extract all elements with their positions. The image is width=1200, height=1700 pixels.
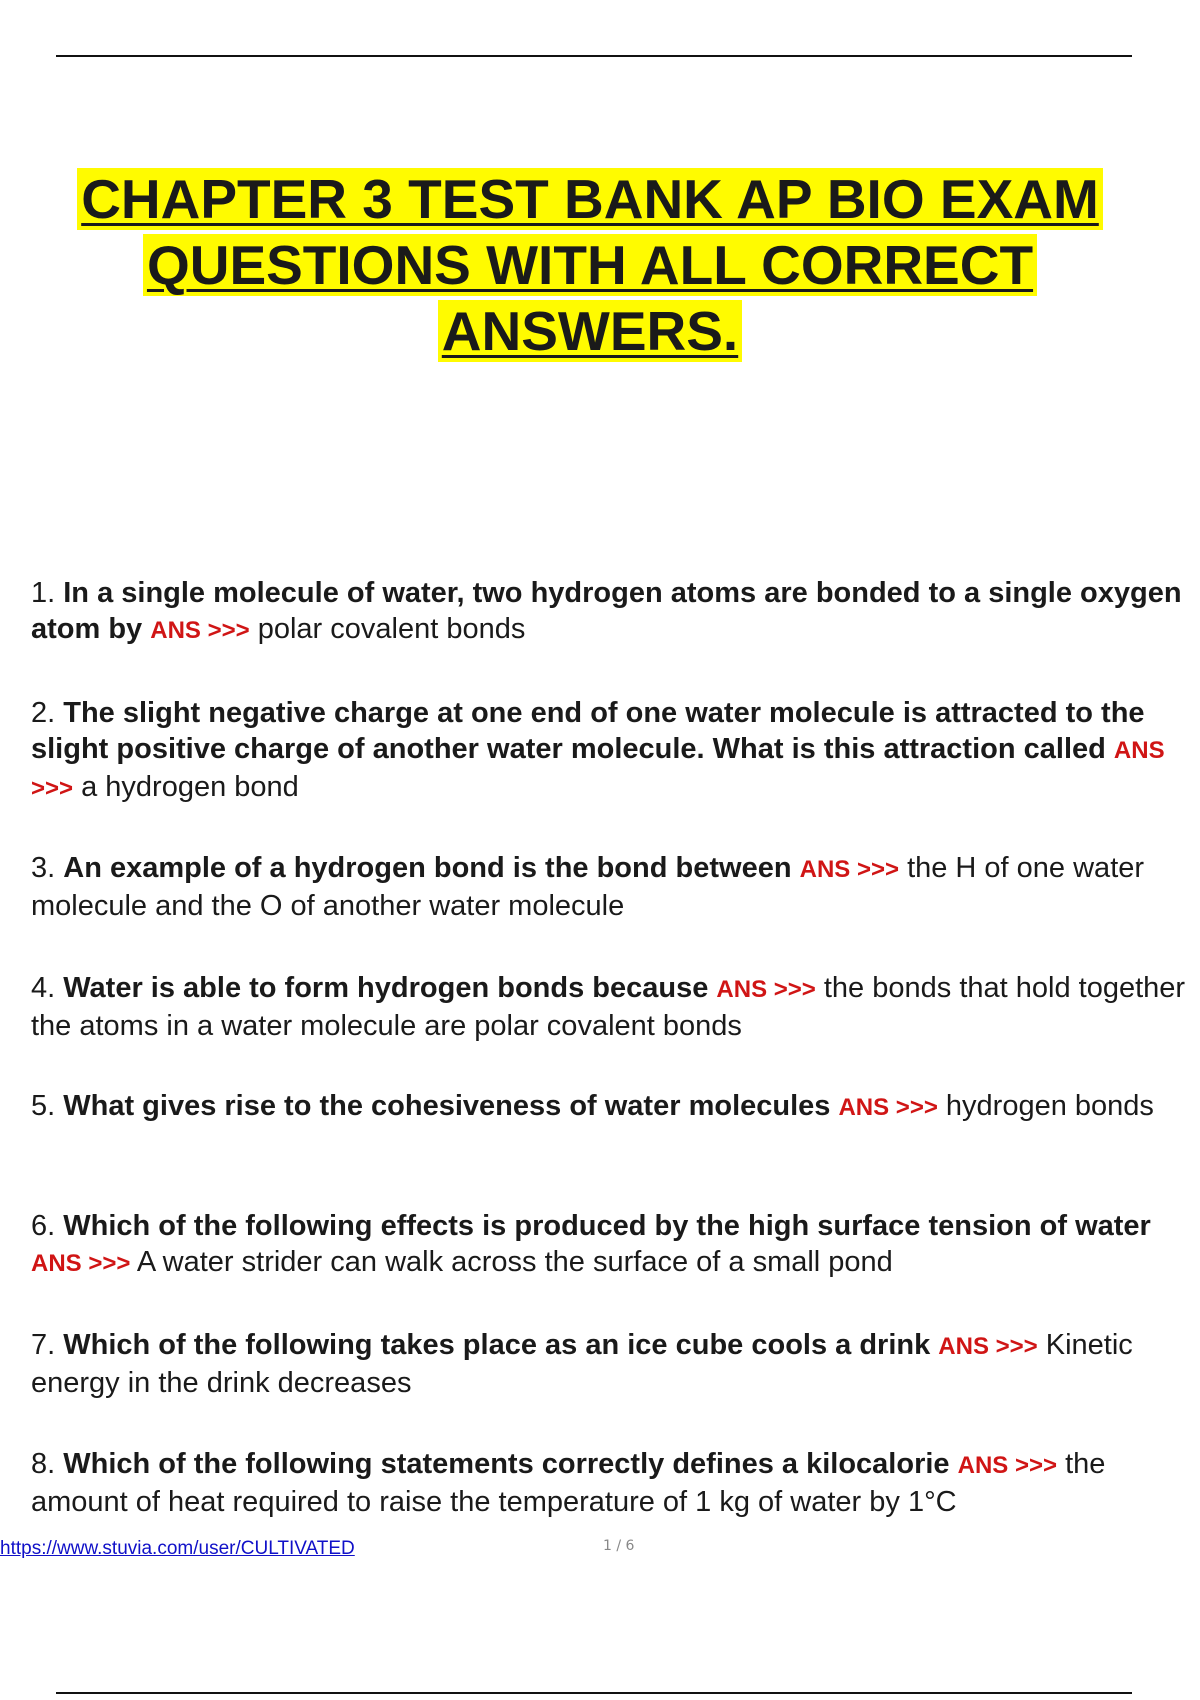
answer-text: the amount of heat required to raise the temperature of 1 kg of water by 1°C [31, 1448, 1106, 1518]
question-text: In a single molecule of water, two hydrogen atoms are bonded to a single oxygen atom by [31, 577, 1182, 645]
answer-marker: ANS >>> [150, 617, 250, 644]
answer-marker: ANS >>> [31, 1250, 131, 1277]
question-text: Which of the following takes place as an ice cube cools a drink [63, 1329, 931, 1361]
answer-text: hydrogen bonds [945, 1090, 1154, 1122]
question-text: What gives rise to the cohesiveness of water molecules [63, 1090, 831, 1122]
answer-text: A water strider can walk across the surface of a small pond [136, 1246, 893, 1278]
question-item-3 [31, 850, 1196, 924]
title-line-2: QUESTIONS WITH ALL CORRECT [40, 232, 1140, 298]
question-number: 2. [31, 697, 56, 729]
bottom-rule [56, 1692, 1132, 1694]
question-item-8 [31, 1446, 1196, 1520]
question-text: Which of the following effects is produced by the high surface tension of water [63, 1210, 1151, 1242]
answer-marker: ANS >>> [716, 976, 816, 1003]
question-item-2 [31, 695, 1196, 807]
question-number: 3. [31, 852, 56, 884]
question-number: 5. [31, 1090, 56, 1122]
answer-text: the H of one water molecule and the O of another water molecule [31, 852, 1145, 922]
answer-marker: ANS >>> [957, 1452, 1058, 1479]
answer-marker: ANS >>> [31, 737, 1165, 802]
question-item-1 [31, 575, 1196, 649]
answer-text: Kinetic energy in the drink decreases [31, 1329, 1133, 1399]
question-number: 6. [31, 1210, 56, 1242]
answer-marker: ANS >>> [838, 1094, 938, 1121]
question-item-4 [31, 970, 1196, 1044]
question-text: Which of the following statements correctly defines a kilocalorie [63, 1448, 950, 1480]
answer-text: a hydrogen bond [81, 771, 299, 803]
answer-marker: ANS >>> [799, 856, 899, 883]
document-title [40, 166, 1140, 364]
top-rule [56, 55, 1132, 57]
question-item-7 [31, 1327, 1196, 1401]
question-number: 4. [31, 972, 56, 1004]
question-item-6 [31, 1208, 1196, 1282]
stuvia-profile-link[interactable]: https://www.stuvia.com/user/CULTIVATED [0, 1538, 355, 1559]
page-number: 1 / 6 [603, 1538, 635, 1554]
title-line-1: CHAPTER 3 TEST BANK AP BIO EXAM [40, 166, 1140, 232]
question-text: An example of a hydrogen bond is the bond between [63, 852, 792, 884]
question-text: Water is able to form hydrogen bonds because [63, 972, 709, 1004]
title-line-3: ANSWERS. [40, 298, 1140, 364]
question-text: The slight negative charge at one end of one water molecule is attracted to the slight positive charge of another water molecule. What is this attraction called [31, 697, 1145, 765]
question-item-5 [31, 1088, 1196, 1126]
answer-marker: ANS >>> [938, 1333, 1038, 1360]
answer-text: polar covalent bonds [257, 613, 526, 645]
question-number: 1. [31, 577, 56, 609]
question-number: 8. [31, 1448, 56, 1480]
answer-text: the bonds that hold together the atoms in a water molecule are polar covalent bonds [31, 972, 1186, 1042]
question-number: 7. [31, 1329, 56, 1361]
